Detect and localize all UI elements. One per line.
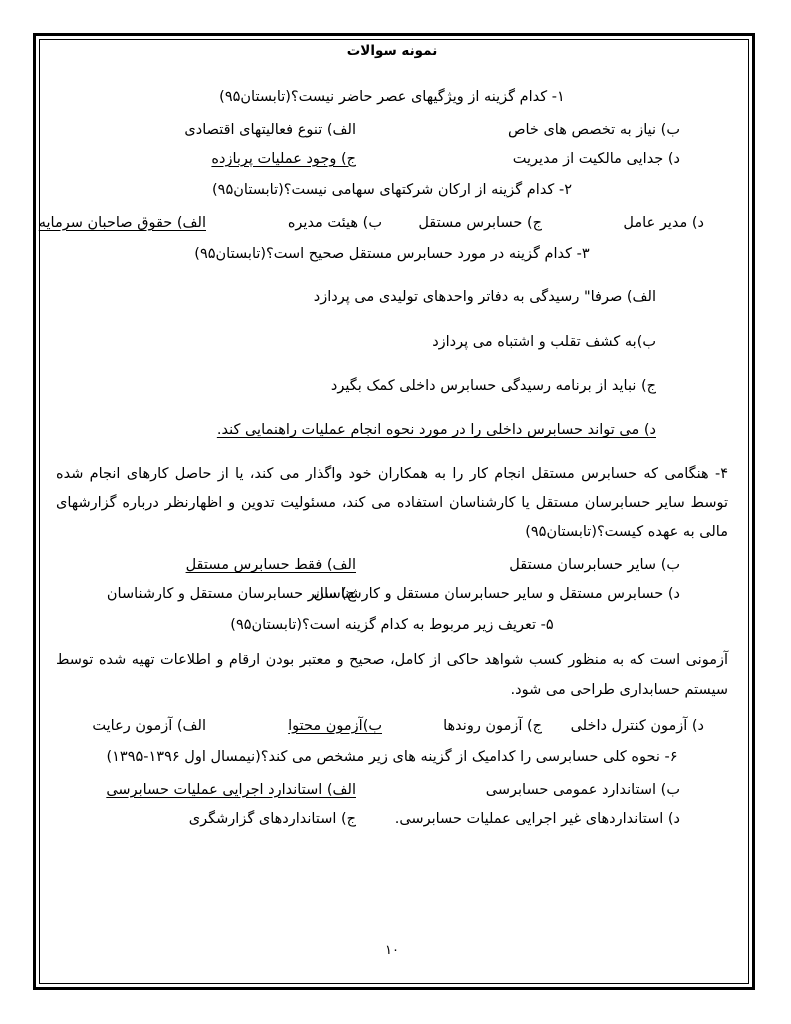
option-label: ب)به کشف تقلب و اشتباه می پردازد <box>432 333 656 350</box>
question-6-option-j[interactable] <box>56 805 392 834</box>
question-2-option-j[interactable] <box>392 209 560 238</box>
question-2-option-d[interactable] <box>560 209 728 238</box>
option-label: ب)آزمون محتوا <box>288 717 382 734</box>
question-3 <box>56 240 728 446</box>
question-6-options-row-1 <box>56 776 728 805</box>
question-1-option-j[interactable] <box>56 145 392 174</box>
question-4-options-row-1 <box>56 551 728 580</box>
option-label: الف) فقط حسابرس مستقل <box>185 557 356 574</box>
question-5 <box>56 611 728 740</box>
question-3-option-alef[interactable] <box>56 283 728 313</box>
question-1-options-row-2 <box>56 145 728 174</box>
option-label: ج) حسابرس مستقل <box>418 214 542 231</box>
option-label: د) می تواند حسابرس داخلی را در مورد نحوه انجام عملیات راهنمایی کند. <box>216 422 656 439</box>
option-label: ج) وجود عملیات پربازده <box>211 150 356 167</box>
option-label: ج) نباید از برنامه رسیدگی حسابرس داخلی کمک بگیرد <box>330 377 656 394</box>
question-3-stem: ۳- کدام گزینه در مورد حسابرس مستقل صحیح است؟(تابستان۹۵) <box>194 245 590 262</box>
question-3-option-d[interactable] <box>56 416 728 446</box>
question-3-option-j[interactable] <box>56 372 728 402</box>
question-5-body: آزمونی است که به منظور کسب شواهد حاکی از کامل، صحیح و معتبر بودن ارقام و اطلاعات تهیه شده توسط سیستم حسابداری طراحی می شود. <box>56 652 728 698</box>
question-4-options-row-2 <box>56 580 728 609</box>
question-2-option-alef[interactable] <box>38 209 224 238</box>
question-4-option-b[interactable] <box>392 551 728 580</box>
question-3-option-b[interactable] <box>56 328 728 358</box>
question-1-option-b[interactable] <box>392 116 728 145</box>
question-4-option-alef[interactable] <box>56 551 392 580</box>
question-1 <box>56 83 728 174</box>
option-label: د) آزمون کنترل داخلی <box>570 717 704 734</box>
question-4-stem: ۴- هنگامی که حسابرس مستقل انجام کار را به همکاران خود واگذار می کند، یا از حاصل کارهای انجام شده توسط سایر حسابرسان مستقل یا کارشناسان استفاده می کند، مسئولیت تدوین و اظهارنظر درباره گزارشهای مالی به عهده کیست؟(تابستان۹۵) <box>56 466 728 541</box>
question-2-options-row-1 <box>38 209 728 238</box>
question-1-option-d[interactable] <box>392 145 728 174</box>
option-label: ب) نیاز به تخصص های خاص <box>507 121 680 138</box>
option-label: ب) سایر حسابرسان مستقل <box>509 557 680 574</box>
option-label: الف) آزمون رعایت <box>92 717 206 734</box>
question-1-stem: ۱- کدام گزینه از ویژگیهای عصر حاضر نیست؟(تابستان۹۵) <box>219 88 565 105</box>
option-label: الف) تنوع فعالیتهای اقتصادی <box>184 121 356 138</box>
question-5-options-row-1 <box>56 712 728 741</box>
option-label: ج) آزمون روندها <box>443 717 542 734</box>
question-5-option-j[interactable] <box>392 712 560 741</box>
option-label: الف) حقوق صاحبان سرمایه <box>38 214 206 231</box>
question-1-options-row-1 <box>56 116 728 145</box>
option-label: ب) استاندارد عمومی حسابرسی <box>485 781 680 798</box>
question-1-option-alef[interactable] <box>56 116 392 145</box>
question-5-option-d[interactable] <box>560 712 728 741</box>
option-label: ج) استانداردهای گزارشگری <box>188 810 356 827</box>
question-2-option-b[interactable] <box>224 209 392 238</box>
option-label: الف) صرفا" رسیدگی به دفاتر واحدهای تولیدی می پردازد <box>313 289 656 306</box>
option-label: ب) هیئت مدیره <box>287 214 382 231</box>
question-6-option-b[interactable] <box>392 776 728 805</box>
option-label: د) استانداردهای غیر اجرایی عملیات حسابرسی. <box>394 810 680 827</box>
page-number: ۱۰ <box>385 943 399 958</box>
option-label: الف) استاندارد اجرایی عملیات حسابرسی <box>106 781 356 798</box>
question-2 <box>38 176 728 238</box>
option-label: د) حسابرس مستقل و سایر حسابرسان مستقل و کارشناسان <box>313 586 680 603</box>
question-4-option-j[interactable] <box>56 580 392 609</box>
question-2-stem: ۲- کدام گزینه از ارکان شرکتهای سهامی نیست؟(تابستان۹۵) <box>212 181 572 198</box>
question-5-option-b[interactable] <box>224 712 392 741</box>
question-4 <box>56 460 728 609</box>
option-label: ج) سایر حسابرسان مستقل و کارشناسان <box>106 586 356 603</box>
option-label: د) مدیر عامل <box>623 214 704 231</box>
question-5-option-alef[interactable] <box>56 712 224 741</box>
question-6-options-row-2 <box>56 805 728 834</box>
question-6 <box>56 743 728 834</box>
page-title: نمونه سوالات <box>346 43 438 59</box>
question-6-option-alef[interactable] <box>56 776 392 805</box>
question-6-stem: ۶- نحوه کلی حسابرسی را کدامیک از گزینه های زیر مشخص می کند؟(نیمسال اول ۱۳۹۶-۱۳۹۵) <box>106 748 678 765</box>
document-body <box>38 42 728 982</box>
question-4-option-d[interactable] <box>313 580 728 609</box>
question-6-option-d[interactable] <box>392 805 728 834</box>
question-5-stem: ۵- تعریف زیر مربوط به کدام گزینه است؟(تابستان۹۵) <box>230 617 554 634</box>
option-label: د) جدایی مالکیت از مدیریت <box>512 150 680 167</box>
